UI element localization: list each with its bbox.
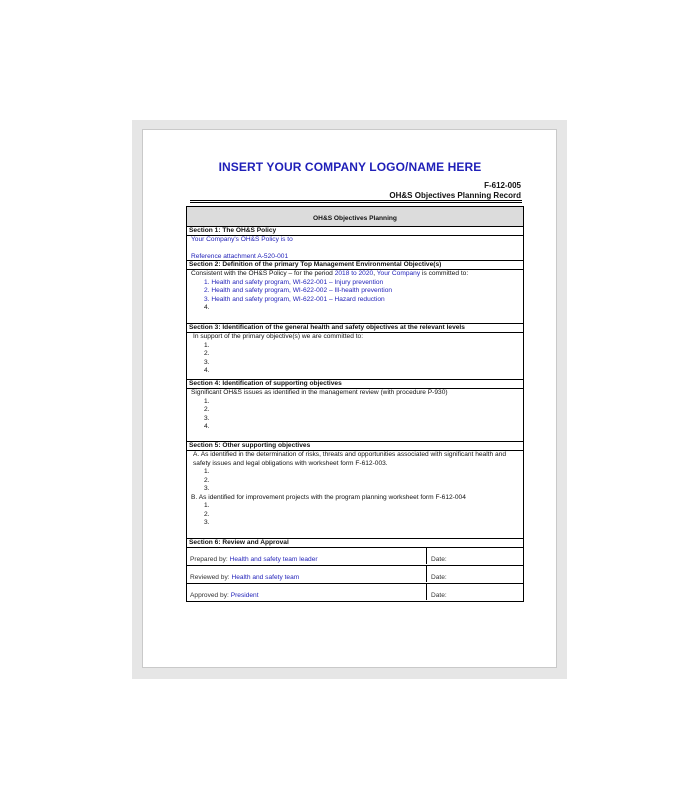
- section-5-heading: Section 5: Other supporting objectives: [187, 442, 523, 451]
- list-item: 3.: [204, 414, 210, 422]
- header-rule: [190, 202, 522, 203]
- section-1-heading: Section 1: The OH&S Policy: [187, 227, 523, 236]
- list-item: 4.: [204, 304, 210, 311]
- list-item: 4.: [204, 367, 210, 374]
- section-2-body: [187, 270, 523, 324]
- approved-date-field: Date:: [431, 591, 447, 599]
- section-3-intro: In support of the primary objective(s) we are committed to:: [193, 333, 364, 340]
- list-item: 2.: [204, 476, 210, 484]
- list-item: 2.: [204, 406, 210, 413]
- prepared-by-label: Prepared by:: [190, 555, 228, 563]
- policy-text: Your Company's OH&S Policy is to: [191, 236, 293, 243]
- section-2-intro: Consistent with the OH&S Policy – for the period 2018 to 2020, Your Company is committed to:: [191, 270, 469, 277]
- list-item: 4.: [204, 423, 210, 430]
- reviewed-by-label: Reviewed by:: [190, 573, 230, 581]
- approval-row-reviewed: [187, 566, 523, 584]
- list-item: 3. Health and safety program, WI-622-001 – Hazard reduction: [204, 295, 385, 303]
- company-logo-placeholder: INSERT YOUR COMPANY LOGO/NAME HERE: [218, 160, 482, 174]
- section-1-body: [187, 236, 523, 261]
- list-item: 2. Health and safety program, WI-622-002 – Ill-health prevention: [204, 287, 393, 294]
- period: 2018 to 2020: [334, 270, 374, 277]
- section-2-heading: Section 2: Definition of the primary Top Management Environmental Objective(s): [187, 261, 523, 270]
- section-5-body: [187, 451, 523, 539]
- approval-row-approved: [187, 584, 523, 601]
- list-item: 3.: [204, 485, 210, 492]
- section-3-heading: Section 3: Identification of the general health and safety objectives at the relevant levels: [187, 324, 523, 333]
- reviewed-date-field: Date:: [431, 573, 447, 581]
- list-item: 1. Health and safety program, WI-622-001 – Injury prevention: [204, 278, 384, 286]
- objectives-table: [186, 206, 524, 602]
- list-item: 2.: [204, 510, 210, 518]
- list-item: 1.: [204, 341, 210, 349]
- approved-by-label: Approved by:: [190, 591, 229, 599]
- list-item: 2.: [204, 350, 210, 357]
- list-item: 3.: [204, 519, 210, 526]
- section-6-heading: Section 6: Review and Approval: [187, 539, 523, 548]
- section-5-b-text: B. As identified for improvement projects with the program planning worksheet form F-612-004: [191, 493, 466, 501]
- section-3-body: [187, 333, 523, 380]
- prepared-date-field: Date:: [431, 555, 447, 563]
- section-5-a-text: A. As identified in the determination of risks, threats and opportunities associated with significant health and safety issues and legal obligations with worksheet form F-612-003.: [193, 451, 507, 467]
- reviewed-by-value: Health and safety team: [231, 573, 300, 581]
- approval-row-prepared: [187, 548, 523, 566]
- list-item: 1.: [204, 397, 210, 405]
- form-title: OH&S Objectives Planning Record: [389, 191, 521, 200]
- list-item: 1.: [204, 468, 210, 475]
- table-title: OH&S Objectives Planning: [187, 207, 523, 227]
- list-item: 1.: [204, 502, 210, 509]
- approved-by-value: President: [230, 591, 259, 599]
- section-4-body: [187, 389, 523, 442]
- company-name: Your Company: [376, 270, 421, 277]
- section-4-intro: Significant OH&S issues as identified in the management review (with procedure P-930): [191, 389, 448, 396]
- prepared-by-value: Health and safety team leader: [229, 555, 318, 563]
- header-rule: [190, 200, 522, 201]
- list-item: 3.: [204, 358, 210, 366]
- policy-reference: Reference attachment A-520-001: [191, 252, 289, 260]
- section-4-heading: Section 4: Identification of supporting objectives: [187, 380, 523, 389]
- form-code: F-612-005: [484, 181, 521, 190]
